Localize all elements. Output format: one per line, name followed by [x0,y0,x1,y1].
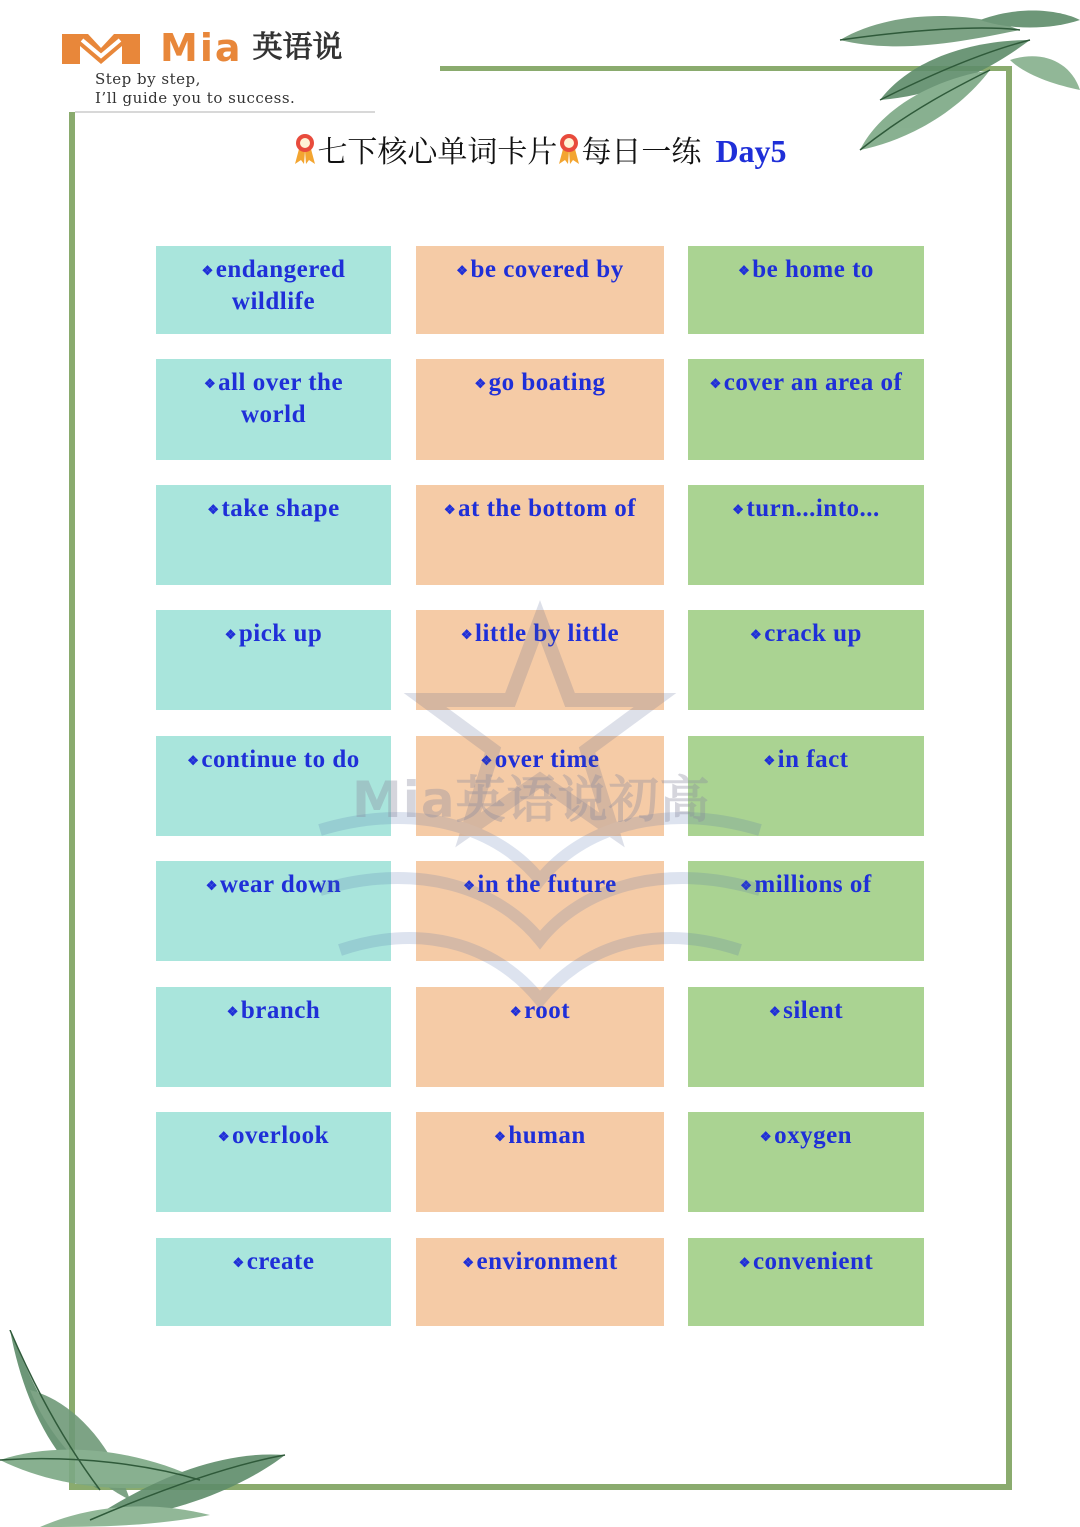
brand-cn-name: 英语说 [252,30,343,65]
word-card-text: branch [240,997,321,1024]
logo-mark-icon [60,30,142,66]
word-card-text: all over the world [218,369,344,428]
bullet-diamond-icon: ❖ [463,878,476,893]
brand-slogan [95,70,295,108]
bullet-diamond-icon: ❖ [203,376,217,391]
bullet-diamond-icon: ❖ [763,753,776,768]
word-card [156,1112,391,1212]
bullet-diamond-icon: ❖ [480,753,493,768]
word-card-text: take shape [221,495,340,522]
bullet-diamond-icon: ❖ [232,1255,245,1270]
word-card-text: overlook [232,1122,330,1149]
bullet-diamond-icon: ❖ [509,1004,523,1019]
bullet-diamond-icon: ❖ [709,376,722,391]
bullet-diamond-icon: ❖ [494,1129,507,1144]
bullet-diamond-icon: ❖ [217,1129,231,1144]
header-divider [75,111,375,113]
bullet-diamond-icon: ❖ [201,263,214,278]
word-card-text: little by little [475,620,620,647]
word-card-text: be home to [752,256,874,283]
word-card [688,1238,924,1326]
word-card-text: cover an area of [723,369,903,396]
word-card-text: wear down [219,871,342,898]
word-card-text: continue to do [201,746,360,773]
word-card [156,485,391,585]
award-ribbon-icon [557,133,581,165]
award-ribbon-icon [293,133,317,165]
bullet-diamond-icon: ❖ [443,502,457,517]
bullet-diamond-icon: ❖ [474,376,487,391]
word-card-text: convenient [752,1248,874,1275]
title-part2: 每日一练 [581,135,702,170]
word-card-text: human [508,1122,586,1149]
word-card-text: environment [476,1248,618,1275]
word-card-text: silent [783,997,844,1024]
page-title [0,128,1080,176]
word-card-text: crack up [764,620,862,647]
word-card-text: at the bottom of [458,495,637,522]
brand-logo [60,28,342,68]
word-card [156,1238,391,1326]
word-card [416,1238,664,1326]
slogan-line2: I’ll guide you to success. [95,89,296,107]
frame-right [1006,66,1012,1490]
word-card-text: over time [494,746,600,773]
bullet-diamond-icon: ❖ [740,878,753,893]
word-card-text: in fact [777,746,849,773]
word-card [688,485,924,585]
word-card [688,246,924,334]
word-card [156,246,391,334]
word-card [416,485,664,585]
slogan-line1: Step by step, [95,70,201,88]
frame-left [69,112,75,1490]
title-day: Day5 [715,133,787,169]
word-card-text: go boating [488,369,606,396]
word-card [416,359,664,460]
bullet-diamond-icon: ❖ [456,263,469,278]
word-card [156,359,391,460]
word-card-text: pick up [238,620,323,647]
watermark-text: Mia英语说初高 [352,771,711,829]
leaves-decoration-icon [0,1330,290,1527]
brand-name: Mia [160,26,243,70]
word-card [416,246,664,334]
word-card [688,359,924,460]
word-card [688,1112,924,1212]
word-card-text: be covered by [470,256,624,283]
bullet-diamond-icon: ❖ [738,1255,751,1270]
bullet-diamond-icon: ❖ [205,878,218,893]
bullet-diamond-icon: ❖ [462,1255,475,1270]
word-card-text: create [246,1248,315,1275]
bullet-diamond-icon: ❖ [750,627,763,642]
word-card-text: turn...into... [746,495,880,522]
bullet-diamond-icon: ❖ [768,1004,782,1019]
bullet-diamond-icon: ❖ [732,502,745,517]
bullet-diamond-icon: ❖ [759,1129,773,1144]
bullet-diamond-icon: ❖ [738,263,751,278]
word-card-text: endangered wildlife [215,256,346,315]
word-card-text: oxygen [774,1122,853,1149]
word-card-text: in the future [477,871,617,898]
word-card-text: millions of [754,871,872,898]
bullet-diamond-icon: ❖ [187,753,200,768]
bullet-diamond-icon: ❖ [224,627,237,642]
title-part1: 七下核心单词卡片 [317,135,558,170]
bullet-diamond-icon: ❖ [226,1004,239,1019]
word-card [416,1112,664,1212]
bullet-diamond-icon: ❖ [460,627,474,642]
word-card-text: root [524,997,571,1024]
bullet-diamond-icon: ❖ [207,502,220,517]
